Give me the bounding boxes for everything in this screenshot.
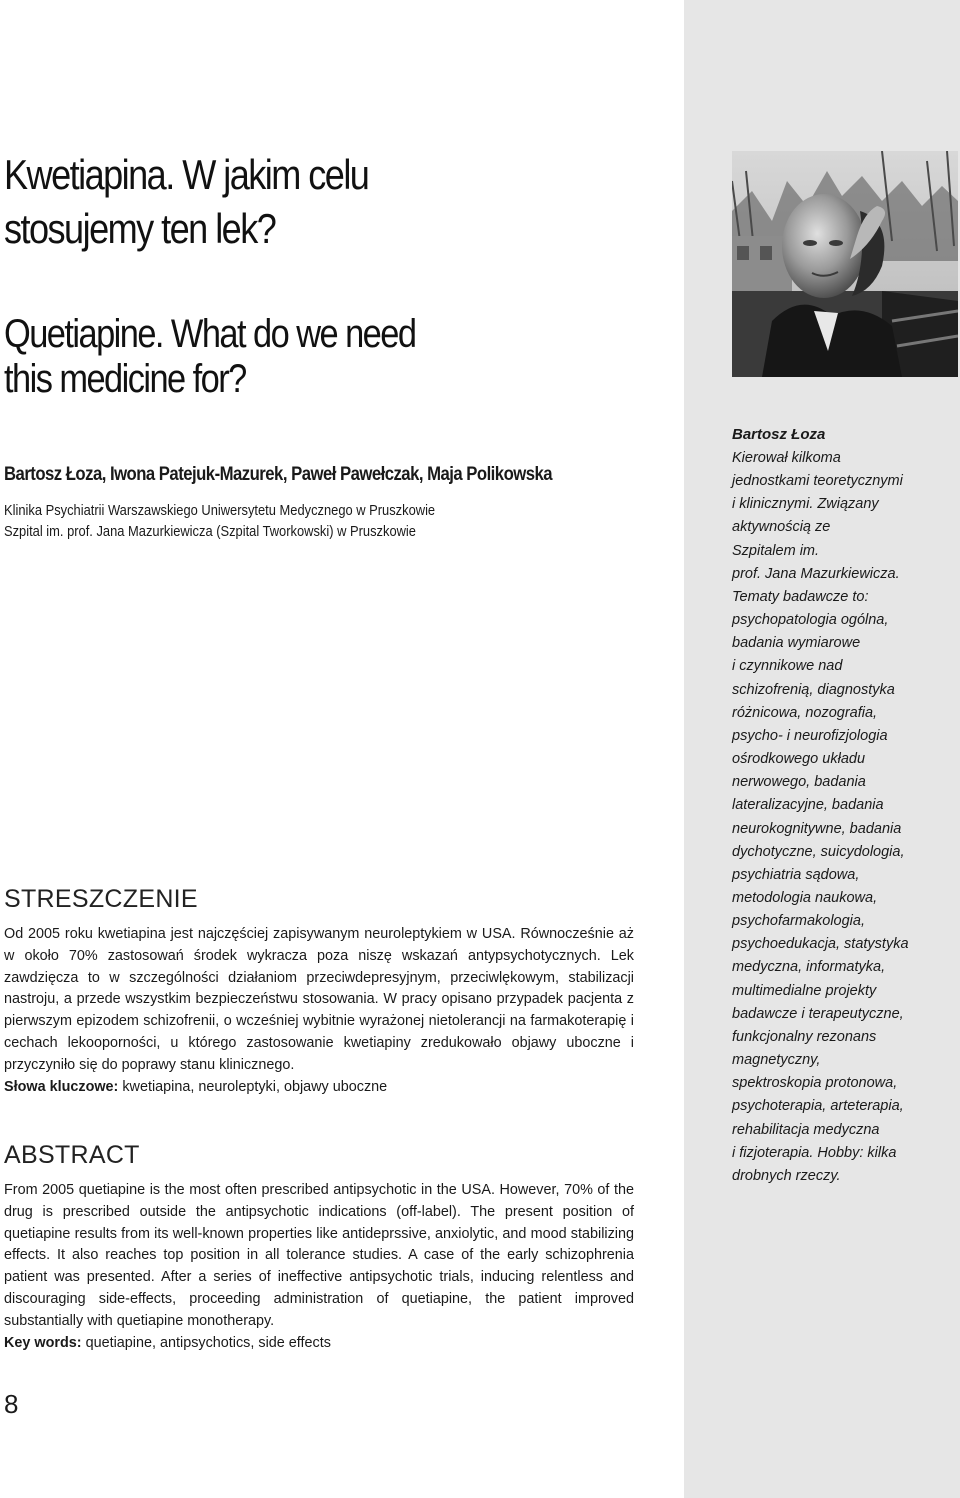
bio-line: lateralizacyjne, badania [732, 797, 884, 814]
subtitle-line: Quetiapine. What do we need [4, 312, 416, 356]
streszczenie-heading: STRESZCZENIE [4, 885, 198, 913]
bio-line: Szpitalem im. [732, 542, 820, 559]
abstract-body: From 2005 quetiapine is the most often prescribed antipsychotic in the USA. However, 70% of the drug is prescribed outside the antipsychotic indications (off-label). The present position of quetiapine results from its well-known properties like antideprssive, anxiolytic, and mood stabilizing effects. It also reaches top position in all tolerance studies. A case of the early schizophrenia patient was presented. After a series of ineffective antipsychotic trials, inducing relentless and discouraging side-effects, proceeding administration of quetiapine, the patient improved substantially with quetiapine monotherapy. [4, 1182, 634, 1329]
bio-line: spektroskopia protonowa, [732, 1075, 898, 1092]
keywords-label: Key words: [4, 1334, 82, 1351]
bio-line: neurokognitywne, badania [732, 820, 902, 837]
author-list: Bartosz Łoza, Iwona Patejuk-Mazurek, Paweł Pawełczak, Maja Polikowska [4, 464, 553, 485]
streszczenie-section [4, 924, 634, 1098]
bio-line: psychoterapia, arteterapia, [732, 1098, 904, 1115]
streszczenie-keywords [4, 1077, 634, 1099]
abstract-section [4, 1180, 634, 1354]
bio-line: schizofrenią, diagnostyka [732, 681, 895, 698]
bio-line: nerwowego, badania [732, 774, 866, 791]
bio-line: drobnych rzeczy. [732, 1167, 841, 1184]
bio-line: multimedialne projekty [732, 982, 877, 999]
bio-line: psychiatria sądowa, [732, 866, 860, 883]
bio-line: psychopatologia ogólna, [732, 612, 889, 629]
bio-line: funkcjonalny rezonans [732, 1028, 877, 1045]
title-line: Kwetiapina. W jakim celu [4, 151, 369, 198]
bio-line: psychofarmakologia, [732, 913, 865, 930]
bio-line: badania wymiarowe [732, 635, 861, 652]
abstract-heading: ABSTRACT [4, 1141, 140, 1169]
keywords-label: Słowa kluczowe: [4, 1078, 119, 1095]
bio-line: i czynnikowe nad [732, 658, 843, 675]
keywords-text: quetiapine, antipsychotics, side effects [81, 1334, 331, 1351]
author-sidebar [684, 0, 960, 1498]
author-photo [732, 151, 958, 377]
article-title [4, 148, 572, 256]
page-number: 8 [4, 1389, 19, 1419]
article-subtitle [4, 312, 572, 402]
streszczenie-body: Od 2005 roku kwetiapina jest najczęściej zapisywanym neuroleptykiem w USA. Równocześnie aż w około 70% zastosowań środek wykracza poza niszę wskazań antypsychotycznych. Lek zawdzięcza to w szczególności działaniom przeciwdepresyjnym, przeciwlękowym, stabilizacji nastroju, a przede wszystkim bezpieczeństwu stosowania. W pracy opisano przypadek pacjenta z pierwszym epizodem schizofrenii, o wcześniej wybitnie wyrażonej nietolerancji na farmakoterapię i cechach lekooporności, u którego zastosowanie kwetiapiny zredukowało objawy uboczne i przyczyniło się do poprawy stanu klinicznego. [4, 926, 634, 1073]
bio-line: medyczna, informatyka, [732, 959, 886, 976]
affiliation-line: Klinika Psychiatrii Warszawskiego Uniwersytetu Medycznego w Pruszkowie [4, 502, 436, 519]
subtitle-line: this medicine for? [4, 357, 246, 401]
bio-line: psycho- i neurofizjologia [732, 727, 888, 744]
bio-line: magnetyczny, [732, 1052, 821, 1069]
bio-text [732, 447, 947, 1188]
abstract-keywords [4, 1333, 634, 1355]
bio-line: i klinicznymi. Związany [732, 496, 879, 513]
title-line: stosujemy ten lek? [4, 205, 276, 252]
bio-line: Kierował kilkoma [732, 450, 841, 466]
bio-line: ośrodkowego układu [732, 751, 866, 768]
bio-line: jednostkami teoretycznymi [732, 473, 903, 490]
bio-line: metodologia naukowa, [732, 889, 878, 906]
bio-line: i fizjoterapia. Hobby: kilka [732, 1144, 897, 1161]
bio-line: Tematy badawcze to: [732, 588, 869, 605]
keywords-text: kwetiapina, neuroleptyki, objawy uboczne [118, 1078, 388, 1095]
affiliation-line: Szpital im. prof. Jana Mazurkiewicza (Szpital Tworkowski) w Pruszkowie [4, 523, 416, 540]
bio-line: rehabilitacja medyczna [732, 1121, 880, 1138]
bio-line: psychoedukacja, statystyka [732, 936, 909, 953]
bio-name: Bartosz Łoza [732, 426, 826, 443]
bio-line: różnicowa, nozografia, [732, 704, 878, 721]
bio-line: badawcze i terapeutyczne, [732, 1005, 904, 1022]
bio-line: aktywnością ze [732, 519, 831, 536]
bio-line: prof. Jana Mazurkiewicza. [732, 565, 900, 582]
affiliation [4, 500, 435, 542]
bio-line: dychotyczne, suicydologia, [732, 843, 905, 860]
